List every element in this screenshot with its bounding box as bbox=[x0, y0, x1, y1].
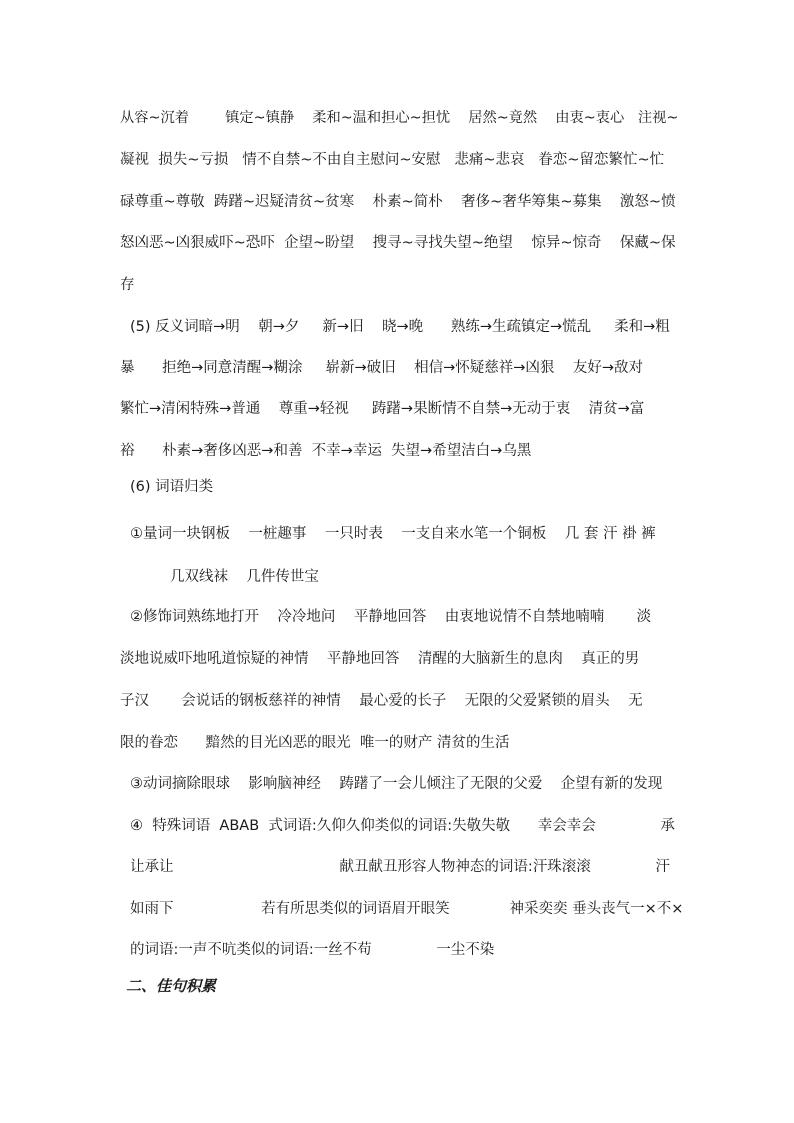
synonym-line-2: 凝视 损失~亏损 情不自禁~不由自主慰问~安慰 悲痛~悲哀 眷恋~留恋繁忙~忙 bbox=[120, 152, 665, 168]
synonym-line-3: 碌尊重~尊敬 踌躇~迟疑清贫~贫寒 朴素~简朴 奢侈~奢华筹集~募集 激怒~愤 bbox=[120, 194, 676, 210]
modifier-line-4: 限的眷恋 黯然的目光凶恶的眼光 唯一的财产 清贫的生活 bbox=[120, 735, 510, 751]
special-words-line-2: 让承让 献丑献丑形容人物神态的词语:汗珠滚滚 汗 bbox=[130, 859, 670, 875]
antonym-line-4: 裕 朴素→奢侈凶恶→和善 不幸→幸运 失望→希望洁白→乌黑 bbox=[120, 443, 532, 459]
synonym-line-1: 从容~沉着 镇定~镇静 柔和~温和担心~担忧 居然~竟然 由衷~衷心 注视~ bbox=[120, 110, 679, 126]
synonym-line-4: 怒凶恶~凶狠威吓~恐吓 企望~盼望 搜寻~寻找失望~绝望 惊异~惊奇 保藏~保 bbox=[120, 235, 676, 251]
antonym-line-1: (5) 反义词暗→明 朝→夕 新→旧 晓→晚 熟练→生疏镇定→慌乱 柔和→粗 bbox=[130, 319, 670, 335]
measure-words-line-2: 几双线袜 几件传世宝 bbox=[170, 569, 319, 585]
synonym-line-5: 存 bbox=[120, 277, 135, 293]
special-words-line-4: 的词语:一声不吭类似的词语:一丝不苟 一尘不染 bbox=[130, 942, 495, 958]
special-words-line-1: ④ 特殊词语 ABAB 式词语:久仰久仰类似的词语:失敬失敬 幸会幸会 承 bbox=[130, 818, 675, 834]
special-words-line-3: 如雨下 若有所思类似的词语眉开眼笑 神采奕奕 垂头丧气一×不× bbox=[130, 901, 684, 917]
section-heading: 二、佳句积累 bbox=[126, 977, 217, 995]
antonym-line-3: 繁忙→清闲特殊→普通 尊重→轻视 踌躇→果断情不自禁→无动于衷 清贫→富 bbox=[120, 401, 645, 417]
measure-words-line-1: ①量词一块钢板 一桩趣事 一只时表 一支自来水笔一个铜板 几 套 汗 褂 裤 bbox=[130, 526, 656, 542]
modifier-line-3: 子汉 会说话的钢板慈祥的神情 最心爱的长子 无限的父爱紧锁的眉头 无 bbox=[120, 693, 643, 709]
modifier-line-1: ②修饰词熟练地打开 冷冷地问 平静地回答 由衷地说情不自禁地喃喃 淡 bbox=[130, 609, 652, 625]
verb-line: ③动词摘除眼球 影响脑神经 踌躇了一会儿倾注了无限的父爱 企望有新的发现 bbox=[130, 776, 663, 792]
classify-heading: (6) 词语归类 bbox=[130, 479, 214, 495]
antonym-line-2: 暴 拒绝→同意清醒→糊涂 崭新→破旧 相信→怀疑慈祥→凶狠 友好→敌对 bbox=[120, 360, 643, 376]
modifier-line-2: 淡地说威吓地吼道惊疑的神情 平静地回答 清醒的大脑新生的息肉 真正的男 bbox=[120, 651, 640, 667]
